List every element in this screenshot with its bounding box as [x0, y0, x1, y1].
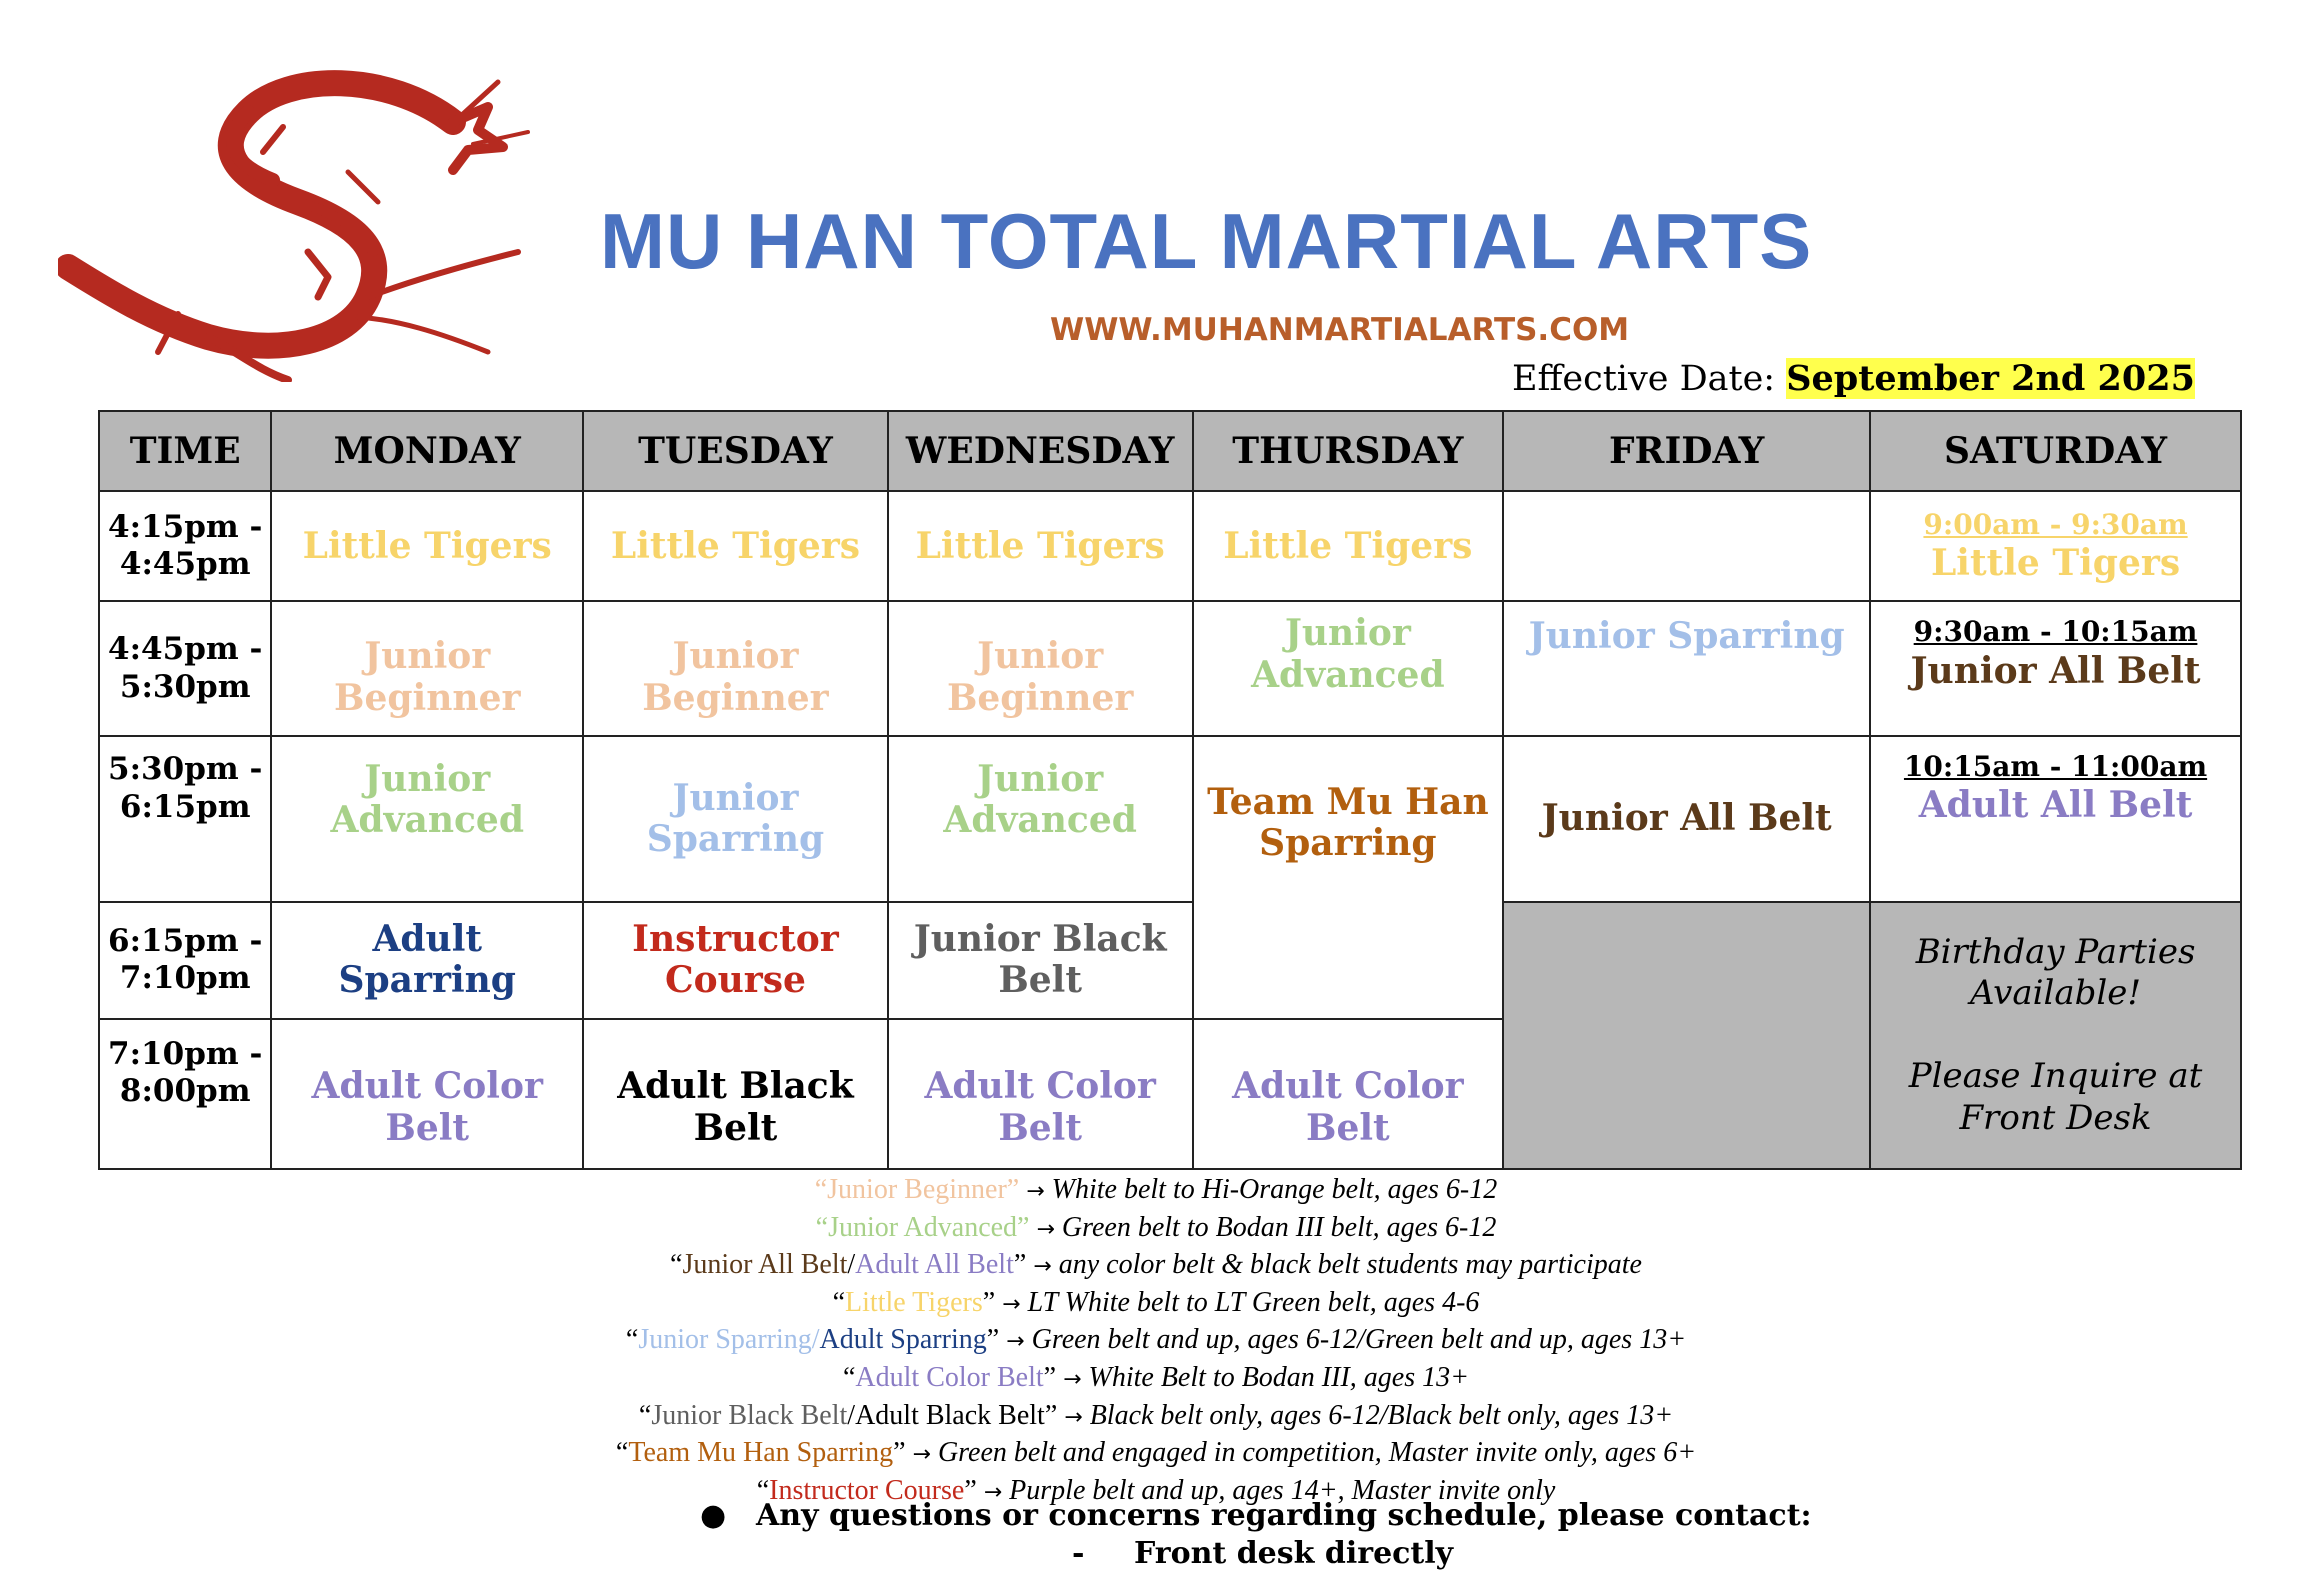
table-row	[99, 902, 2241, 1018]
time-slot: 7:10pm - 8:00pm	[99, 1019, 271, 1169]
class-legend	[0, 1172, 2312, 1510]
time-slot: 6:15pm - 7:10pm	[99, 902, 271, 1018]
class-cell: Junior Black Belt	[888, 902, 1193, 1018]
class-cell: Team Mu Han Sparring	[1193, 736, 1504, 1019]
dragon-logo-icon	[58, 52, 538, 382]
time-slot: 4:45pm - 5:30pm	[99, 601, 271, 735]
saturday-time: 9:00am - 9:30am	[1923, 507, 2188, 541]
legend-item: “Junior Sparring/Adult Sparring” → Green belt and up, ages 6-12/Green belt and up, ages 13+	[625, 1324, 1687, 1356]
class-cell: Adult Color Belt	[271, 1019, 583, 1169]
class-cell: 9:00am - 9:30am Little Tigers	[1870, 491, 2241, 601]
header-friday: FRIDAY	[1503, 411, 1870, 491]
class-cell: Little Tigers	[1193, 491, 1504, 601]
table-header-row	[99, 411, 2241, 491]
effective-date-line	[1512, 358, 2195, 399]
contact-line: Any questions or concerns regarding schedule, please contact:	[756, 1498, 1812, 1533]
table-row	[99, 491, 2241, 601]
legend-item: “Team Mu Han Sparring” → Green belt and engaged in competition, Master invite only, ages 6+	[615, 1437, 1697, 1469]
class-cell: Little Tigers	[271, 491, 583, 601]
header-thursday: THURSDAY	[1193, 411, 1504, 491]
class-cell: Junior Sparring	[1503, 601, 1870, 735]
class-cell: Junior All Belt	[1503, 736, 1870, 902]
legend-item: “Little Tigers” → LT White belt to LT Green belt, ages 4-6	[832, 1286, 1480, 1318]
website-link[interactable]: WWW.MUHANMARTIALARTS.COM	[1050, 312, 1630, 348]
class-cell: Adult Black Belt	[583, 1019, 888, 1169]
class-cell: Little Tigers	[888, 491, 1193, 601]
class-cell: 10:15am - 11:00am Adult All Belt	[1870, 736, 2241, 902]
class-cell: Junior Beginner	[583, 601, 888, 735]
header-wednesday: WEDNESDAY	[888, 411, 1193, 491]
class-cell: Junior Advanced	[1193, 601, 1504, 735]
class-cell: Junior Beginner	[271, 601, 583, 735]
class-cell: Instructor Course	[583, 902, 888, 1018]
class-cell: Adult Sparring	[271, 902, 583, 1018]
table-row	[99, 736, 2241, 902]
legend-item: “Junior Advanced” → Green belt to Bodan III belt, ages 6-12	[815, 1211, 1497, 1243]
closed-cell	[1503, 902, 1870, 1169]
class-cell-empty	[1503, 491, 1870, 601]
effective-date-value: September 2nd 2025	[1786, 358, 2195, 399]
time-slot: 5:30pm - 6:15pm	[99, 736, 271, 902]
class-cell: Junior Beginner	[888, 601, 1193, 735]
schedule-table	[98, 410, 2242, 1170]
class-cell: Junior Advanced	[271, 736, 583, 902]
contact-dash: -	[1072, 1536, 1085, 1571]
saturday-time: 10:15am - 11:00am	[1903, 749, 2208, 783]
class-cell: 9:30am - 10:15am Junior All Belt	[1870, 601, 2241, 735]
saturday-time: 9:30am - 10:15am	[1913, 615, 2198, 649]
legend-item: “Junior All Belt/Adult All Belt” → any color belt & black belt students may participate	[670, 1249, 1642, 1281]
header-monday: MONDAY	[271, 411, 583, 491]
legend-item: “Junior Black Belt/Adult Black Belt” → Black belt only, ages 6-12/Black belt only, ages 13+	[638, 1399, 1674, 1431]
class-cell: Junior Advanced	[888, 736, 1193, 902]
class-cell: Little Tigers	[583, 491, 888, 601]
page-title: MU HAN TOTAL MARTIAL ARTS	[600, 197, 1813, 285]
legend-item: “Instructor Course” → Purple belt and up, ages 14+, Master invite only	[756, 1474, 1556, 1506]
class-cell: Adult Color Belt	[1193, 1019, 1504, 1169]
header-time: TIME	[99, 411, 271, 491]
class-cell: Adult Color Belt	[888, 1019, 1193, 1169]
effective-date-label: Effective Date:	[1512, 359, 1787, 399]
legend-item: “Adult Color Belt” → White Belt to Bodan III, ages 13+	[842, 1361, 1469, 1393]
birthday-parties-note: Birthday Parties Available! Please Inquire at Front Desk	[1870, 902, 2241, 1169]
class-cell: Junior Sparring	[583, 736, 888, 902]
table-row	[99, 601, 2241, 735]
contact-bullet: ●	[700, 1498, 727, 1533]
contact-front-desk: Front desk directly	[1134, 1536, 1454, 1571]
legend-item: “Junior Beginner” → White belt to Hi-Orange belt, ages 6-12	[814, 1174, 1498, 1205]
header-saturday: SATURDAY	[1870, 411, 2241, 491]
header-tuesday: TUESDAY	[583, 411, 888, 491]
time-slot: 4:15pm - 4:45pm	[99, 491, 271, 601]
